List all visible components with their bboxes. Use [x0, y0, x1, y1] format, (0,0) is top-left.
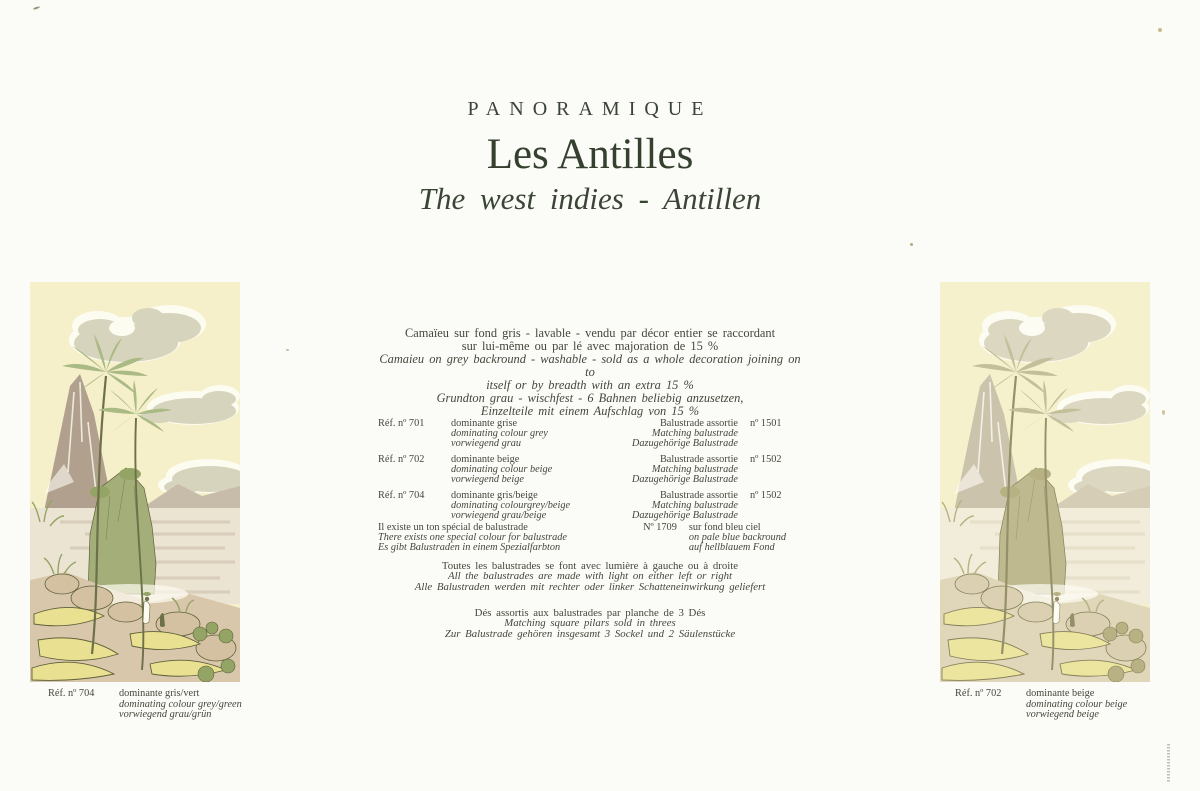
special-number: Nº 1709	[643, 522, 677, 533]
intro-en-2: itself or by breadth with an extra 15 %	[486, 378, 694, 392]
balustrade-de: Dazugehörige Balustrade	[631, 510, 738, 521]
balustrade-fr: Balustrade assortie	[659, 454, 738, 465]
caption-fr: dominante beige	[1026, 688, 1095, 699]
balustrade-number: nº 1502	[750, 454, 782, 465]
special-de: Es gibt Balustraden in einem Spezialfarbton	[378, 542, 561, 553]
balustrade-number: nº 1501	[750, 418, 782, 429]
page-title: Les Antilles	[486, 131, 694, 178]
page-subtitle: The west indies - Antillen	[418, 181, 762, 216]
balustrade-en: Matching balustrade	[651, 464, 738, 475]
scan-speck	[1158, 28, 1162, 32]
intro-fr-1: Camaïeu sur fond gris - lavable - vendu par décor entier se raccordant	[404, 326, 776, 340]
intro-block	[378, 327, 802, 418]
reference-row	[378, 419, 802, 449]
balustrade-de: Dazugehörige Balustrade	[631, 438, 738, 449]
scan-speck	[33, 6, 40, 10]
intro-en-1: Camaieu on grey backround - washable - sold as a whole decoration joining on to	[379, 352, 801, 379]
caption-right	[955, 689, 1127, 721]
ref-en: dominating colour grey	[451, 428, 548, 439]
special-balustrade-block	[378, 523, 802, 553]
ref-number: Réf. nº 704	[378, 490, 425, 501]
special-desc-fr: sur fond bleu ciel	[688, 522, 761, 533]
ref-en: dominating colourgrey/beige	[451, 500, 571, 511]
reference-table	[378, 419, 802, 527]
ref-number: Réf. nº 701	[378, 418, 425, 429]
illustration-panel-right	[940, 282, 1150, 682]
intro-de-2: Einzelteile mit einem Aufschlag von 15 %	[480, 404, 700, 418]
pillar-note-fr: Dés assortis aux balustrades par planche de 3 Dés	[474, 607, 706, 619]
light-note-de: Alle Balustraden werden mit rechter oder linker Schatteneinwirkung geliefert	[414, 580, 766, 593]
balustrade-en: Matching balustrade	[651, 428, 738, 439]
balustrade-number: nº 1502	[750, 490, 782, 501]
special-fr: Il existe un ton spécial de balustrade	[378, 522, 528, 533]
pillar-note-en: Matching square pilars sold in threes	[504, 617, 676, 630]
ref-number: Réf. nº 702	[378, 454, 425, 465]
caption-left	[48, 689, 242, 721]
ref-fr: dominante beige	[451, 454, 520, 465]
intro-fr-2: sur lui-même ou par lé avec majoration de 15 %	[461, 339, 719, 353]
intro-de-1: Grundton grau - wischfest - 6 Bahnen beliebig anzusetzen,	[436, 391, 744, 405]
ref-de: vorwiegend grau	[451, 438, 522, 449]
caption-en: dominating colour beige	[1026, 698, 1128, 710]
tropical-scene-grey-green-icon	[30, 282, 240, 682]
reference-row	[378, 455, 802, 485]
caption-en: dominating colour grey/green	[119, 698, 242, 710]
ref-fr: dominante gris/beige	[451, 490, 538, 501]
ref-de: vorwiegend beige	[451, 474, 524, 485]
special-desc-en: on pale blue backround	[688, 532, 786, 543]
pillar-note	[378, 608, 802, 639]
scan-speck	[286, 349, 289, 351]
printer-mark	[1167, 744, 1170, 782]
light-note-fr: Toutes les balustrades se font avec lumière à gauche ou à droite	[441, 560, 739, 572]
illustration-panel-left	[30, 282, 240, 682]
ref-de: vorwiegend grau/beige	[451, 510, 547, 521]
light-direction-note	[378, 561, 802, 592]
light-note-en: All the balustrades are made with light on either left or right	[447, 570, 732, 583]
caption-de: vorwiegend grau/grün	[119, 709, 212, 721]
caption-fr: dominante gris/vert	[119, 688, 200, 699]
ref-fr: dominante grise	[451, 418, 518, 429]
scan-speck	[1162, 410, 1165, 415]
balustrade-en: Matching balustrade	[651, 500, 738, 511]
collection-title: PANORAMIQUE	[467, 98, 713, 120]
pillar-note-de: Zur Balustrade gehören insgesamt 3 Sockel und 2 Säulenstücke	[444, 627, 736, 640]
special-en: There exists one special colour for balustrade	[378, 532, 567, 543]
caption-de: vorwiegend beige	[1026, 709, 1099, 721]
special-desc-de: auf hellblauem Fond	[688, 542, 775, 553]
scan-speck	[910, 243, 913, 246]
caption-ref-number: Réf. nº 704	[48, 688, 95, 699]
balustrade-fr: Balustrade assortie	[659, 490, 738, 501]
balustrade-fr: Balustrade assortie	[659, 418, 738, 429]
tropical-scene-beige-icon	[940, 282, 1150, 682]
reference-row	[378, 491, 802, 521]
balustrade-de: Dazugehörige Balustrade	[631, 474, 738, 485]
caption-ref-number: Réf. nº 702	[955, 688, 1002, 699]
ref-en: dominating colour beige	[451, 464, 553, 475]
